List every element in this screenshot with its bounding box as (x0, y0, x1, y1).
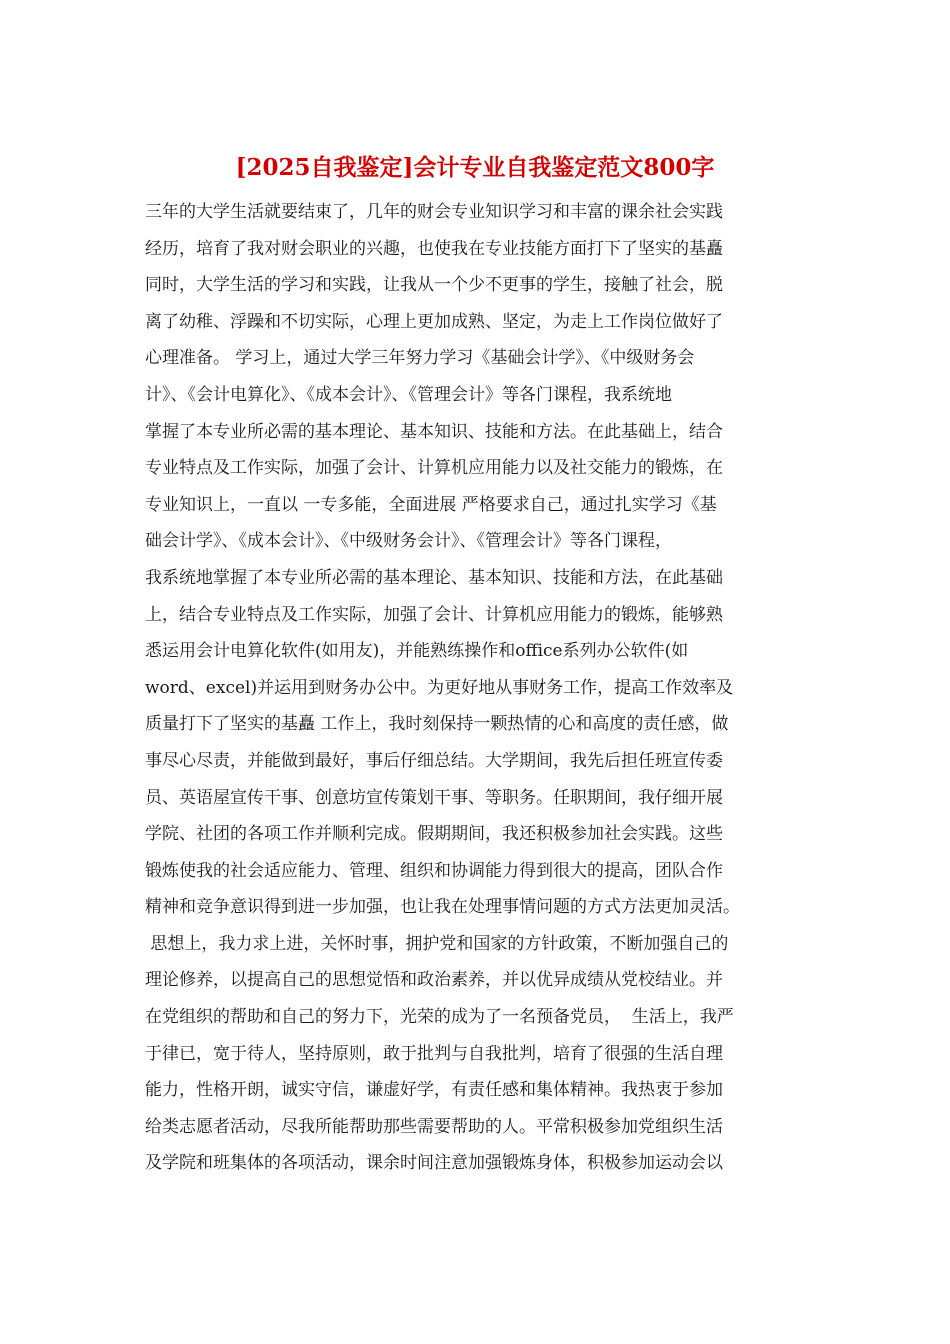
body-line: 同时，大学生活的学习和实践，让我从一个少不更事的学生，接触了社会，脱 (145, 275, 723, 296)
body-line: 三年的大学生活就要结束了，几年的财会专业知识学习和丰富的课余社会实践 (145, 202, 723, 222)
body-line: 在党组织的帮助和自己的努力下，光荣的成为了一名预备党员， 生活上，我严 (145, 1007, 734, 1028)
body-line: 专业特点及工作实际，加强了会计、计算机应用能力以及社交能力的锻炼，在 (145, 458, 723, 479)
body-line: 掌握了本专业所必需的基本理论、基本知识、技能和方法。在此基础上，结合 (145, 421, 723, 442)
body-line: 计》、《会计电算化》、《成本会计》、《管理会计》等各门课程，我系统地 (145, 384, 672, 405)
body-line: 思想上，我力求上进，关怀时事，拥护党和国家的方针政策，不断加强自己的 (145, 933, 729, 954)
body-line: 上，结合专业特点及工作实际，加强了会计、计算机应用能力的锻炼，能够熟 (145, 604, 723, 625)
document-body (145, 194, 825, 1182)
body-line: 质量打下了坚实的基矗 工作上，我时刻保持一颗热情的心和高度的责任感，做 (145, 714, 729, 735)
body-line: 悉运用会计电算化软件(如用友)，并能熟练操作和office系列办公软件(如 (145, 641, 689, 662)
body-line: 锻炼使我的社会适应能力、管理、组织和协调能力得到很大的提高，团队合作 (145, 860, 723, 881)
body-line: 经历，培育了我对财会职业的兴趣，也使我在专业技能方面打下了坚实的基矗 (145, 238, 723, 259)
body-line: 精神和竞争意识得到进一步加强，也让我在处理事情问题的方式方法更加灵活。 (145, 897, 740, 918)
body-line: 理论修养，以提高自己的思想觉悟和政治素养，并以优异成绩从党校结业。并 (145, 970, 723, 991)
body-line: 于律已，宽于待人，坚持原则，敢于批判与自我批判，培育了很强的生活自理 (145, 1043, 723, 1064)
body-line: 给类志愿者活动，尽我所能帮助那些需要帮助的人。平常积极参加党组织生活 (145, 1116, 723, 1137)
body-line: 础会计学》、《成本会计》、《中级财务会计》、《管理会计》等各门课程， (145, 531, 672, 552)
body-line: 及学院和班集体的各项活动，课余时间注意加强锻炼身体，积极参加运动会以 (145, 1153, 723, 1174)
document-title: [2025自我鉴定]会计专业自我鉴定范文800字 (235, 154, 715, 181)
body-line: 离了幼稚、浮躁和不切实际，心理上更加成熟、坚定，为走上工作岗位做好了 (145, 311, 723, 332)
body-line: 专业知识上，一直以 一专多能，全面进展 严格要求自己，通过扎实学习《基 (145, 494, 717, 515)
body-line: 员、英语屋宣传干事、创意坊宣传策划干事、等职务。任职期间，我仔细开展 (145, 787, 723, 808)
body-line: word、excel)并运用到财务办公中。为更好地从事财务工作，提高工作效率及 (145, 677, 734, 698)
body-line: 心理准备。 学习上，通过大学三年努力学习《基础会计学》、《中级财务会 (145, 348, 695, 369)
body-line: 事尽心尽责，并能做到最好，事后仔细总结。大学期间，我先后担任班宣传委 (145, 750, 723, 771)
body-line: 我系统地掌握了本专业所必需的基本理论、基本知识、技能和方法，在此基础 (145, 567, 723, 588)
body-line: 能力，性格开朗，诚实守信，谦虚好学，有责任感和集体精神。我热衷于参加 (145, 1080, 723, 1101)
body-line: 学院、社团的各项工作并顺利完成。假期期间，我还积极参加社会实践。这些 (145, 824, 723, 845)
